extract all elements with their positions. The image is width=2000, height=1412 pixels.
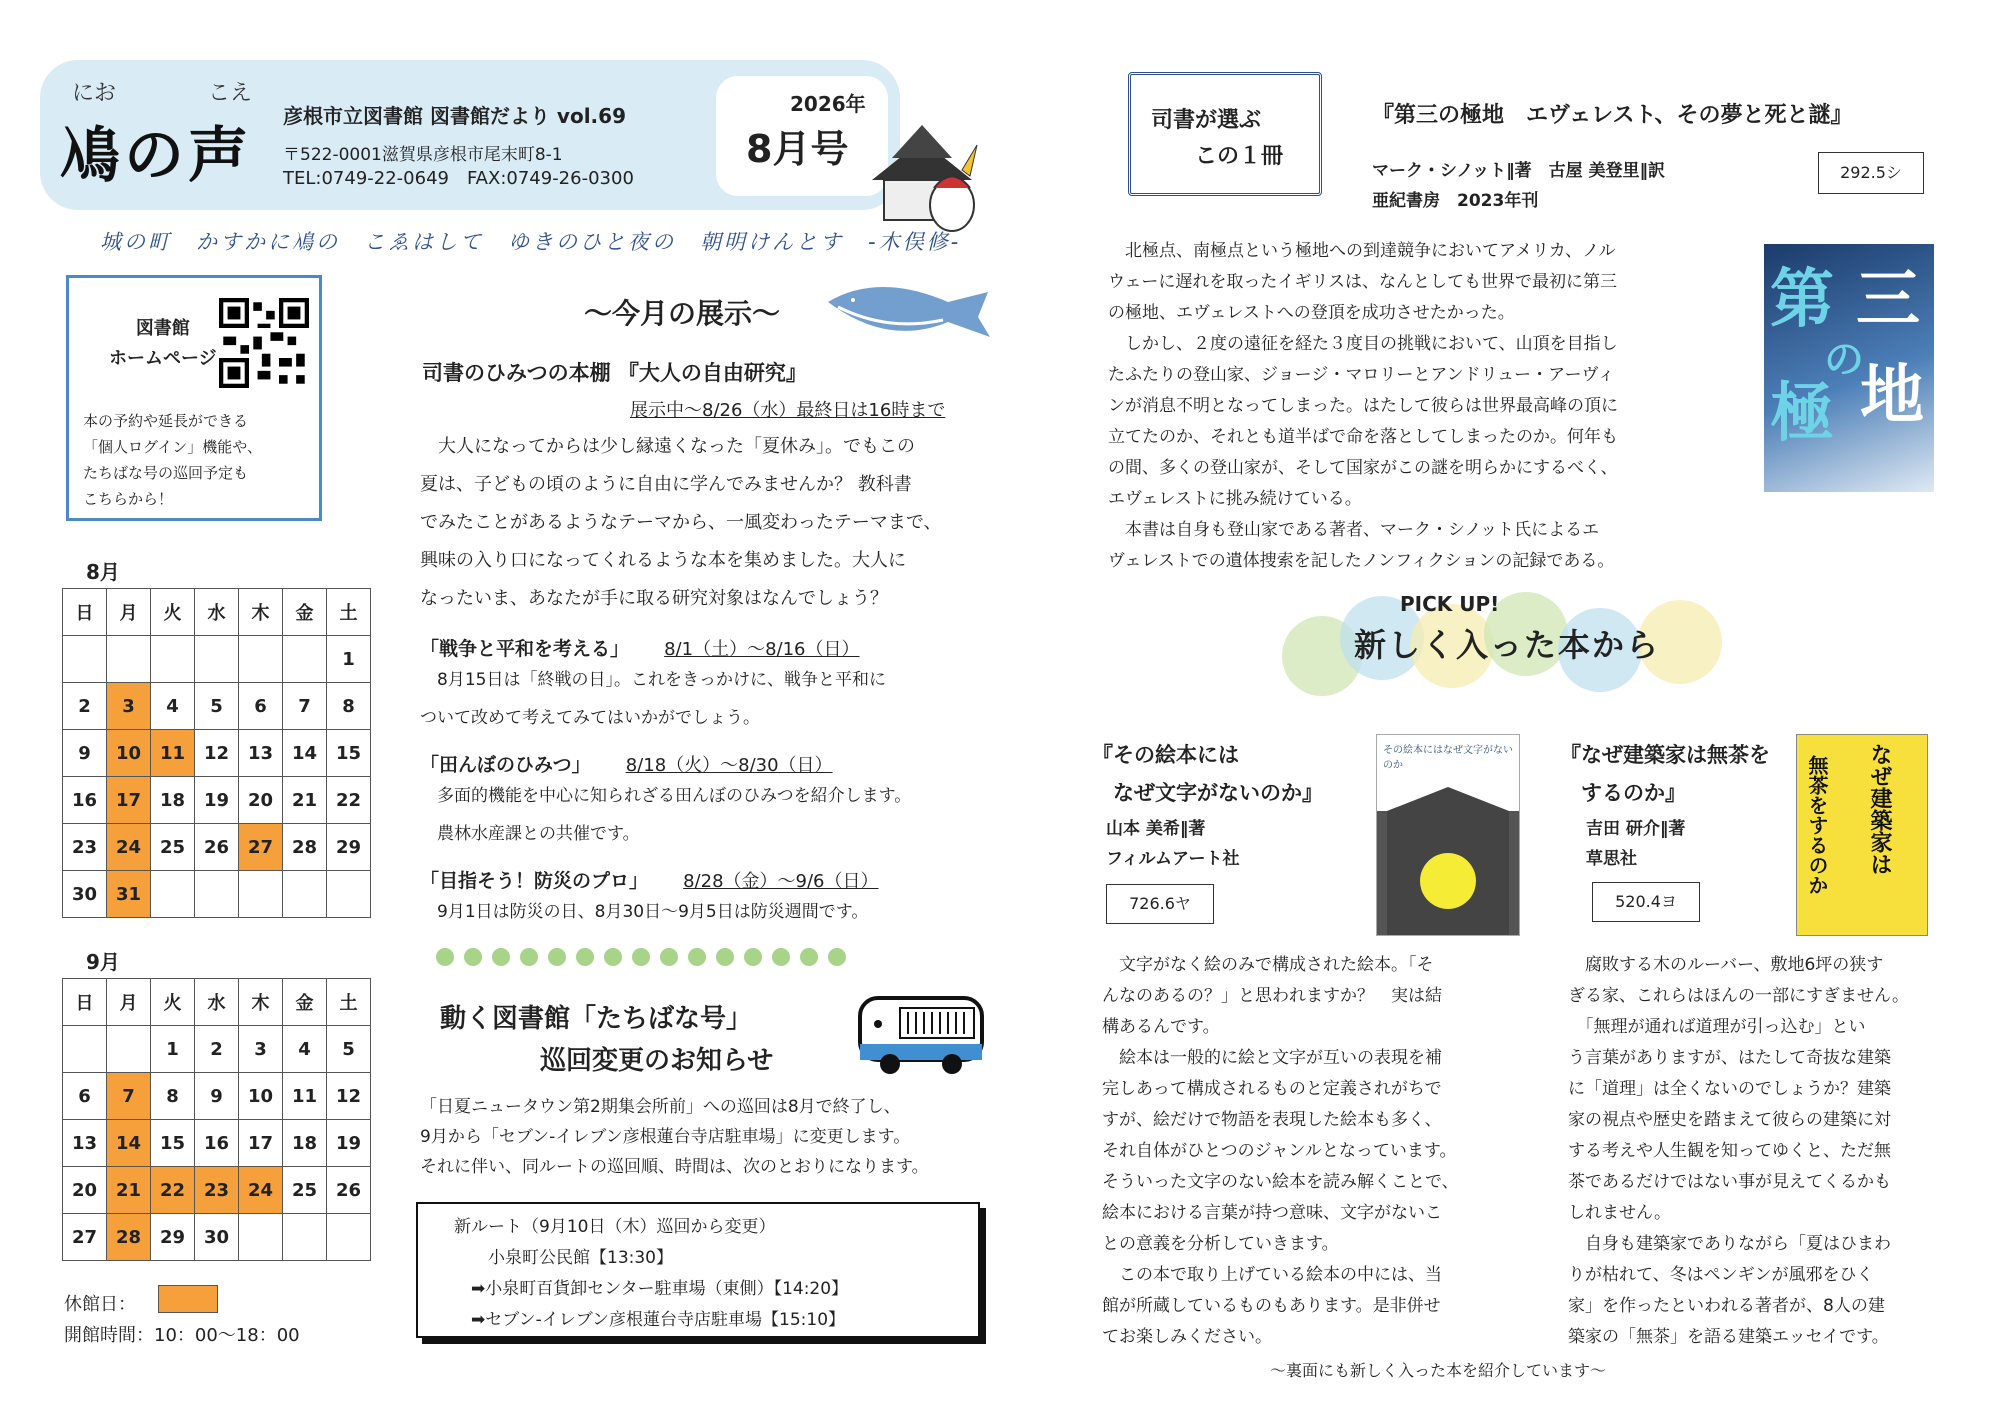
calendar-day: 16 [195,1120,239,1167]
calendar-day [239,636,283,683]
calendar-day: 7 [107,1073,151,1120]
calendar-day: 1 [151,1026,195,1073]
weekday-header: 木 [239,589,283,636]
calendar-day: 25 [283,1167,327,1214]
book2-title: 『その絵本には なぜ文字がないのか』 [1092,743,1323,805]
calendar-day: 20 [63,1167,107,1214]
haiku-tagline: 城の町 かすかに鳰の こゑはして ゆきのひと夜の 朝明けんとす -木俣修- [100,230,962,254]
calendar-august [62,588,371,918]
calendar-day: 27 [239,824,283,871]
calendar-day: 31 [107,871,151,918]
calendar-day: 15 [327,730,371,777]
calendar-day: 19 [327,1120,371,1167]
calendar-day: 30 [63,871,107,918]
bus-body: 「日夏ニュータウン第2期集会所前」への巡回は8月で終了し、 9月から「セブン-イレブン彦根蓮台寺店駐車場」に変更します。 それに伴い、同ルートの巡回順、時間は、次のとおりになります。 [420,1097,929,1177]
route-line-3: ➡セブン-イレブン彦根蓮台寺店駐車場【15:10】 [454,1310,846,1330]
calendar-day: 25 [151,824,195,871]
calendar-aug-title: 8月 [86,560,120,584]
calendar-day [327,1214,371,1261]
librarian-pick-label: 司書が選ぶ この１冊 [1128,72,1322,196]
weekday-header: 水 [195,979,239,1026]
calendar-september [62,978,371,1261]
calendar-day [283,871,327,918]
calendar-day [151,871,195,918]
calendar-day [195,636,239,683]
calendar-day: 17 [239,1120,283,1167]
weekday-header: 木 [239,979,283,1026]
weekday-header: 月 [107,979,151,1026]
calendar-day: 29 [151,1214,195,1261]
calendar-day [107,1026,151,1073]
calendar-day: 11 [151,730,195,777]
calendar-day: 26 [195,824,239,871]
calendar-day: 28 [107,1214,151,1261]
calendar-day: 21 [283,777,327,824]
weekday-header: 火 [151,979,195,1026]
calendar-day: 26 [327,1167,371,1214]
calendar-day: 2 [63,683,107,730]
calendar-day: 24 [239,1167,283,1214]
weekday-header: 月 [107,589,151,636]
title-ruby-1: にお [72,81,117,106]
library-address: 〒522-0001滋賀県彦根市尾末町8-1 [283,145,563,165]
qr-code-icon[interactable] [219,298,309,388]
newsletter-title: 鳰の声 [60,121,252,191]
calendar-day: 19 [195,777,239,824]
calendar-day: 10 [107,730,151,777]
castle-mascot-illustration [862,110,982,240]
weekday-header: 日 [63,589,107,636]
homepage-info-box [66,275,322,521]
weekday-header: 土 [327,589,371,636]
calendar-day: 12 [195,730,239,777]
whale-illustration [818,262,998,362]
pick-book-review: 北極点、南極点という極地への到達競争においてアメリカ、ノル ウェーに遅れを取ったイギリスは、なんとしても世界で最初に第三 の極地、エヴェレストへの登頂を成功させたかった。 しかし、２度の遠征を経た３度目の挑戦において、山頂を目指し たふたりの登山家、ジョージ・マロリーとアンドリュー・アーヴィ ンが消息不明となってしまった。はたして彼らは世界最高峰の頂に 立てたのか、それとも道半ばで命を落としてしまったのか。何年も の間、多くの登山家が、そして国家がこの謎を明らかにするべく、 エヴェレストに挑み続けている。 本書は自身も登山家である著者、マーク・シノット氏によるエ ヴェレストでの遺体捜索を記したノンフィクションの記録である。 [1108,241,1618,571]
calendar-day [107,636,151,683]
calendar-day: 22 [327,777,371,824]
weekday-header: 金 [283,979,327,1026]
book3-meta: 吉田 研介‖著 草思社 [1586,819,1686,869]
pick-book-cover: 第 三 の 極 地 [1764,244,1934,492]
calendar-day: 22 [151,1167,195,1214]
footer-note: ～裏面にも新しく入った本を紹介しています～ [1270,1361,1607,1380]
calendar-day: 8 [327,683,371,730]
opening-hours: 開館時間：10：00～18：00 [64,1325,300,1346]
exhibition-main-body: 大人になってからは少し縁遠くなった「夏休み」。でもこの 夏は、子どもの頃のように自由に学んでみませんか？ 教科書 でみたことがあるようなテーマから、一風変わったテーマまで、 興味の入り口になってくれるような本を集めました。大人に なったいま、あなたが手に取る研究対象はなんでしょう？ [420,436,942,609]
pickup-title: 新しく入った本から [1354,626,1661,664]
calendar-day [283,636,327,683]
calendar-day: 20 [239,777,283,824]
calendar-day [283,1214,327,1261]
issue-year: 2026年 [790,92,866,116]
closed-day-swatch [158,1285,218,1313]
calendar-day [239,1214,283,1261]
calendar-day: 6 [239,683,283,730]
calendar-day: 7 [283,683,327,730]
calendar-day: 9 [63,730,107,777]
calendar-day [63,636,107,683]
calendar-day: 5 [327,1026,371,1073]
pickup-label: PICK UP! [1400,592,1500,616]
pick-book-title: 『第三の極地 エヴェレスト、その夢と死と謎』 [1372,103,1853,128]
book3-review: 腐敗する木のルーバー、敷地6坪の狭す ぎる家、これらはほんの一部にすぎません。 「無理が通れば道理が引っ込む」とい う言葉がありますが、はたして奇抜な建築 に「道理」は全くないのでしょうか？建築 家の視点や歴史を踏まえて彼らの建築に対 する考えや人生観を知ってゆくと、ただ無 茶であるだけではない事が見えてくるかも しれません。 自身も建築家でありながら「夏はひまわ りが枯れて、冬はペンギンが風邪をひく 家」を作ったといわれる著者が、8人の建 築家の「無茶」を語る建築エッセイです。 [1568,955,1910,1347]
calendar-day: 13 [63,1120,107,1167]
new-route-box [416,1202,980,1338]
homepage-description: 本の予約や延長ができる 「個人ログイン」機能や、 たちばな号の巡回予定も こちらから！ [83,412,262,508]
book2-meta: 山本 美希‖著 フィルムアート社 [1106,819,1240,869]
weekday-header: 土 [327,979,371,1026]
calendar-day [63,1026,107,1073]
calendar-day: 30 [195,1214,239,1261]
pick-book-publisher: 亜紀書房 2023年刊 [1372,191,1539,211]
exhibition-main-title: 司書のひみつの本棚 『大人の自由研究』 [422,361,807,385]
calendar-day: 27 [63,1214,107,1261]
newsletter-subtitle: 彦根市立図書館 図書館だより vol.69 [283,104,626,128]
exhibition-main-period: 展示中～8/26（水）最終日は16時まで [630,400,946,421]
weekday-header: 水 [195,589,239,636]
book2-cover: その絵本にはなぜ文字がないのか [1376,734,1520,936]
calendar-day: 18 [283,1120,327,1167]
divider-dots [436,948,856,970]
calendar-day: 4 [151,683,195,730]
calendar-day: 9 [195,1073,239,1120]
book3-call-number: 520.4ヨ [1592,882,1700,922]
calendar-day: 3 [239,1026,283,1073]
calendar-day: 1 [327,636,371,683]
calendar-day: 2 [195,1026,239,1073]
exhibition-section-war: 「戦争と平和を考える」 8/1（土）～8/16（日） 8月15日は「終戦の日」。これをきっかけに、戦争と平和に ついて改めて考えてみてはいかがでしょう。 [420,638,886,728]
calendar-day: 13 [239,730,283,777]
title-ruby-2: こえ [208,81,253,106]
calendar-day: 11 [283,1073,327,1120]
weekday-header: 火 [151,589,195,636]
calendar-day: 21 [107,1167,151,1214]
pick-book-call-number: 292.5シ [1818,152,1924,194]
book3-title: 『なぜ建築家は無茶を するのか』 [1560,743,1770,805]
homepage-title-1: 図書館 [135,318,190,339]
calendar-day [195,871,239,918]
bus-heading-1: 動く図書館「たちばな号」 [440,1004,753,1034]
calendar-day: 12 [327,1073,371,1120]
issue-month: 8月号 [746,127,849,171]
calendar-day: 24 [107,824,151,871]
calendar-day: 14 [283,730,327,777]
weekday-header: 金 [283,589,327,636]
calendar-sep-title: 9月 [86,950,120,974]
calendar-day: 5 [195,683,239,730]
exhibition-section-rice: 「田んぼのひみつ」 8/18（火）～8/30（日） 多面的機能を中心に知られざる田んぼのひみつを紹介します。 農林水産課との共催です。 [420,754,912,844]
calendar-day: 29 [327,824,371,871]
calendar-day: 17 [107,777,151,824]
calendar-day: 23 [63,824,107,871]
book2-review: 文字がなく絵のみで構成された絵本。「そ んなのあるの？」と思われますか？ 実は結 構あるんです。 絵本は一般的に絵と文字が互いの表現を補 完しあって構成されるものと定義されがちで すが、絵だけで物語を表現した絵本も多く、 それ自体がひとつのジャンルとなっています。 そういった文字のない絵本を読み解くことで、 絵本における言葉が持つ意味、文字がないこ との意義を分析していきます。 この本で取り上げている絵本の中には、当 館が所蔵しているものもあります。是非併せ てお楽しみください。 [1102,955,1459,1347]
calendar-day [327,871,371,918]
route-line-0: 新ルート（9月10日（木）巡回から変更） [454,1217,776,1237]
calendar-day: 3 [107,683,151,730]
weekday-header: 日 [63,979,107,1026]
calendar-day: 18 [151,777,195,824]
bus-heading-2: 巡回変更のお知らせ [540,1046,774,1076]
calendar-day: 28 [283,824,327,871]
exhibition-heading: ～今月の展示～ [584,297,781,330]
homepage-title-2: ホームページ [109,348,217,369]
calendar-day: 6 [63,1073,107,1120]
book3-cover: なぜ建築家は 無茶をするのか [1796,734,1928,936]
route-line-1: 小泉町公民館【13:30】 [454,1248,673,1268]
bus-icon [856,994,986,1078]
closed-day-legend-label: 休館日： [64,1294,136,1315]
calendar-day: 14 [107,1120,151,1167]
calendar-day [151,636,195,683]
calendar-day: 4 [283,1026,327,1073]
route-line-2: ➡小泉町百貨卸センター駐車場（東側）【14:20】 [454,1279,849,1299]
calendar-day: 10 [239,1073,283,1120]
calendar-day: 16 [63,777,107,824]
book2-call-number: 726.6ヤ [1106,884,1214,924]
calendar-day: 8 [151,1073,195,1120]
library-tel: TEL:0749-22-0649 FAX:0749-26-0300 [283,168,634,189]
calendar-day [239,871,283,918]
calendar-day: 23 [195,1167,239,1214]
exhibition-section-disaster: 「目指そう！防災のプロ」 8/28（金）～9/6（日） 9月1日は防災の日、8月30日～9月5日は防災週間です。 [420,870,879,922]
pick-book-author: マーク・シノット‖著 古屋 美登里‖訳 [1372,161,1666,181]
calendar-day: 15 [151,1120,195,1167]
